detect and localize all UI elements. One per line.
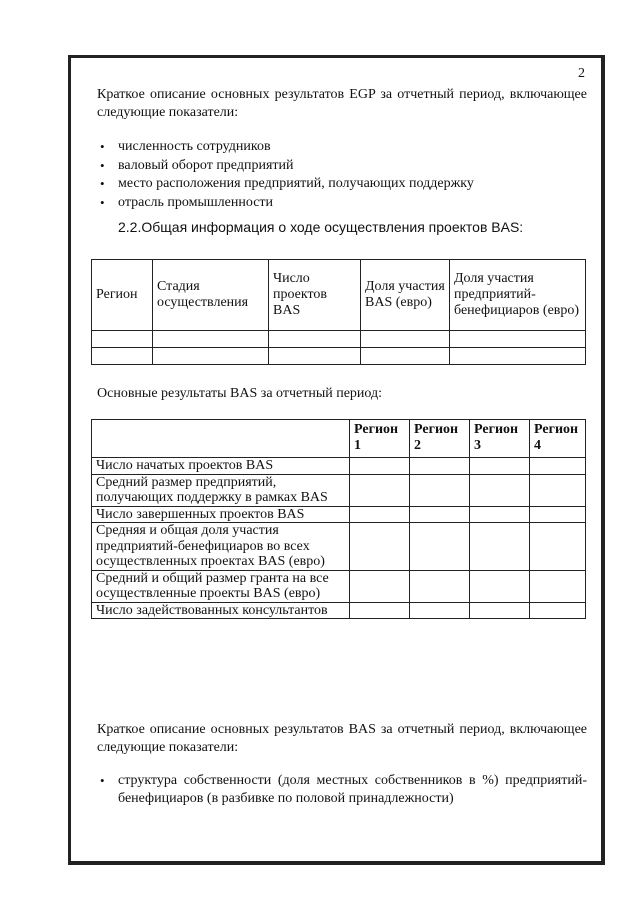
row-label: Число задействованных консультантов <box>92 602 350 619</box>
table-cell[interactable] <box>92 331 153 348</box>
table-cell[interactable] <box>410 474 470 506</box>
row-label: Число завершенных проектов BAS <box>92 506 350 523</box>
table-row <box>92 474 586 506</box>
table-row <box>92 331 586 348</box>
table-cell[interactable] <box>361 348 450 365</box>
table-row <box>92 348 586 365</box>
bas-indicator-list <box>97 772 587 808</box>
section-heading: 2.2.Общая информация о ходе осуществления проектов BAS: <box>118 219 524 235</box>
row-label: Средний размер предприятий, получающих поддержку в рамках BAS <box>92 474 350 506</box>
table-cell[interactable] <box>153 331 269 348</box>
table-header-cell <box>92 420 350 458</box>
row-label: Число начатых проектов BAS <box>92 458 350 475</box>
row-label: Средний и общий размер гранта на все осуществленные проекты BAS (евро) <box>92 570 350 602</box>
table-cell[interactable] <box>410 458 470 475</box>
bullet-icon: • <box>100 773 105 788</box>
table-cell[interactable] <box>269 331 361 348</box>
table-header-cell: Число проектов BAS <box>269 260 361 331</box>
table-cell[interactable] <box>530 602 586 619</box>
table-cell[interactable] <box>470 506 530 523</box>
bas-results-table <box>91 419 586 619</box>
table-row <box>92 602 586 619</box>
table-cell[interactable] <box>350 474 410 506</box>
list-item: • валовый оборот предприятий <box>97 157 474 176</box>
egp-indicator-list <box>97 138 474 212</box>
table-cell[interactable] <box>410 523 470 571</box>
table-cell[interactable] <box>470 474 530 506</box>
page-number: 2 <box>578 66 585 81</box>
table-header-cell: Регион <box>92 260 153 331</box>
list-item: • отрасль промышленности <box>97 194 474 213</box>
table-cell[interactable] <box>410 506 470 523</box>
table-cell[interactable] <box>350 570 410 602</box>
table-cell[interactable] <box>153 348 269 365</box>
list-item: • численность сотрудников <box>97 138 474 157</box>
table-cell[interactable] <box>410 570 470 602</box>
row-label: Средняя и общая доля участия предприятий-бенефициаров во всех осуществленных проектах BAS (евро) <box>92 523 350 571</box>
bullet-icon: • <box>100 194 105 210</box>
table-header-cell: Доля участия предприятий-бенефициаров (евро) <box>450 260 586 331</box>
table-cell[interactable] <box>530 474 586 506</box>
table-cell[interactable] <box>470 602 530 619</box>
table-cell[interactable] <box>530 570 586 602</box>
table-cell[interactable] <box>361 331 450 348</box>
table-row <box>92 506 586 523</box>
table-cell[interactable] <box>470 523 530 571</box>
bas-intro-paragraph: Краткое описание основных результатов BAS за отчетный период, включающее следующие показатели: <box>97 722 587 755</box>
table-cell[interactable] <box>350 523 410 571</box>
table-row <box>92 523 586 571</box>
table-cell[interactable] <box>269 348 361 365</box>
region-header: Регион 3 <box>470 420 530 458</box>
table-cell[interactable] <box>350 506 410 523</box>
table-cell[interactable] <box>410 602 470 619</box>
list-item: • структура собственности (доля местных собственников в %) предприятий-бенефициаров (в разбивке по половой принадлежности) <box>100 773 587 806</box>
table-cell[interactable] <box>350 458 410 475</box>
table-row <box>92 458 586 475</box>
table-cell[interactable] <box>530 506 586 523</box>
region-header: Регион 4 <box>530 420 586 458</box>
table-cell[interactable] <box>530 523 586 571</box>
bullet-icon: • <box>100 139 105 154</box>
bullet-icon: • <box>100 157 105 173</box>
table-header-cell: Стадия осуществления <box>153 260 269 331</box>
bullet-icon: • <box>100 176 105 191</box>
table-cell[interactable] <box>350 602 410 619</box>
bas-progress-table <box>91 259 586 365</box>
results-heading: Основные результаты BAS за отчетный период: <box>97 386 383 401</box>
table-cell[interactable] <box>470 458 530 475</box>
table-row <box>92 570 586 602</box>
list-item: • место расположения предприятий, получающих поддержку <box>97 175 474 194</box>
region-header: Регион 2 <box>410 420 470 458</box>
table-cell[interactable] <box>92 348 153 365</box>
table-cell[interactable] <box>450 331 586 348</box>
table-cell[interactable] <box>530 458 586 475</box>
table-cell[interactable] <box>470 570 530 602</box>
table-cell[interactable] <box>450 348 586 365</box>
region-header: Регион 1 <box>350 420 410 458</box>
egp-intro-paragraph: Краткое описание основных результатов EGP за отчетный период, включающее следующие показатели: <box>97 87 587 120</box>
table-header-cell: Доля участия BAS (евро) <box>361 260 450 331</box>
